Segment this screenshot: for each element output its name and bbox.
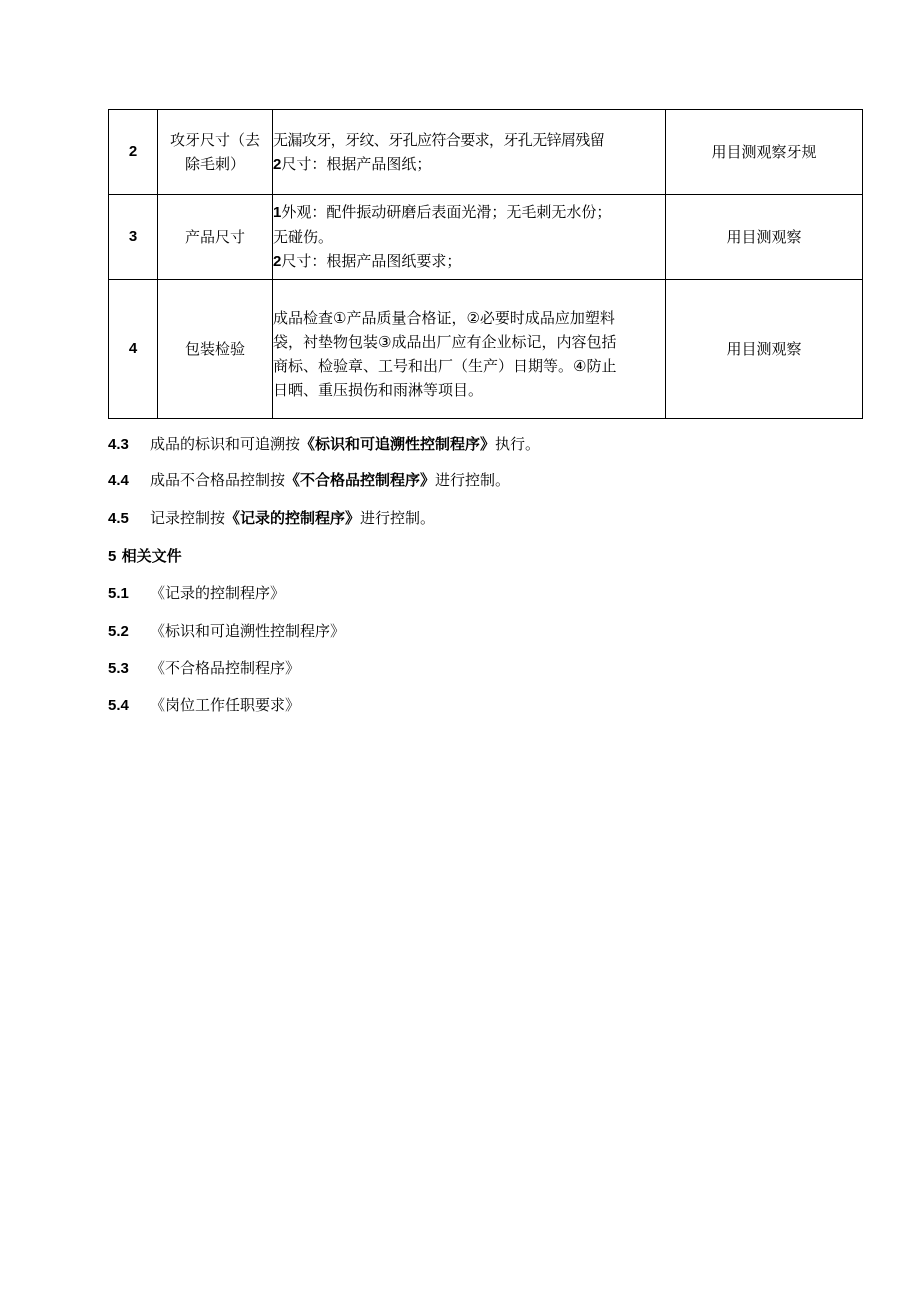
requirement-line: 无碰伤。 <box>273 228 334 246</box>
requirement-number: 2 <box>273 253 282 270</box>
item-text-line: 攻牙尺寸（去 <box>169 131 260 149</box>
clause-number: 4.3 <box>108 436 129 453</box>
inspection-method: 用目测观察牙规 <box>666 110 863 195</box>
requirement-line: 商标、检验章、工号和出厂（生产）日期等。④防止 <box>273 357 617 375</box>
document-title: 《岗位工作任职要求》 <box>150 696 301 714</box>
related-document-item <box>108 582 285 605</box>
requirement-number: 1 <box>273 204 282 221</box>
clause-4-4 <box>108 469 510 492</box>
section-title: 相关文件 <box>121 547 182 565</box>
inspection-requirement <box>273 110 666 195</box>
clause-text: 执行。 <box>495 435 541 453</box>
inspection-method: 用目测观察 <box>666 280 863 419</box>
document-title: 《不合格品控制程序》 <box>150 659 301 677</box>
requirement-text: 尺寸：根据产品图纸； <box>281 154 432 173</box>
clause-text: 成品不合格品控制按 <box>150 471 286 489</box>
requirement-line <box>273 152 665 177</box>
requirement-line: 袋，衬垫物包装③成品出厂应有企业标记，内容包括 <box>273 333 617 351</box>
clause-4-5 <box>108 507 435 530</box>
row-number: 4 <box>109 280 158 419</box>
table-row <box>109 195 863 280</box>
inspection-item: 包装检验 <box>158 280 273 419</box>
related-document-item <box>108 657 300 680</box>
inspection-item: 产品尺寸 <box>158 195 273 280</box>
requirement-line: 无漏攻牙，牙纹、牙孔应符合要求，牙孔无锌屑残留 <box>273 130 605 149</box>
item-number: 5.3 <box>108 660 129 677</box>
requirement-number: 2 <box>273 155 282 173</box>
row-number: 2 <box>109 110 158 195</box>
related-document-item <box>108 694 300 717</box>
row-number: 3 <box>109 195 158 280</box>
clause-text: 进行控制。 <box>435 471 511 489</box>
item-text-line: 除毛刺） <box>184 155 245 173</box>
section-5-heading <box>108 545 182 568</box>
requirement-line: 日晒、重压损伤和雨淋等项目。 <box>273 381 484 399</box>
document-title: 《标识和可追溯性控制程序》 <box>150 622 346 640</box>
document-reference: 《不合格品控制程序》 <box>285 471 436 489</box>
inspection-table <box>108 109 863 419</box>
document-title: 《记录的控制程序》 <box>150 584 286 602</box>
clause-4-3 <box>108 433 540 456</box>
section-number: 5 <box>108 548 117 565</box>
inspection-item <box>158 110 273 195</box>
requirement-line <box>273 249 665 274</box>
item-number: 5.4 <box>108 697 129 714</box>
requirement-line: 成品检查①产品质量合格证，②必要时成品应加塑料 <box>273 309 615 327</box>
inspection-requirement <box>273 195 666 280</box>
clause-text: 进行控制。 <box>360 509 436 527</box>
requirement-text: 尺寸：根据产品图纸要求； <box>281 252 462 270</box>
clause-number: 4.4 <box>108 472 129 489</box>
requirement-text: 外观：配件振动研磨后表面光滑；无毛刺无水份； <box>281 203 612 221</box>
document-reference: 《记录的控制程序》 <box>225 509 361 527</box>
requirement-line <box>273 200 665 225</box>
document-reference: 《标识和可追溯性控制程序》 <box>300 435 496 453</box>
related-document-item <box>108 620 345 643</box>
table-row <box>109 110 863 195</box>
clause-number: 4.5 <box>108 510 129 527</box>
inspection-method: 用目测观察 <box>666 195 863 280</box>
item-number: 5.1 <box>108 585 129 602</box>
clause-text: 成品的标识和可追溯按 <box>150 435 301 453</box>
table-row <box>109 280 863 419</box>
item-number: 5.2 <box>108 623 129 640</box>
inspection-requirement <box>273 280 666 419</box>
clause-text: 记录控制按 <box>150 509 226 527</box>
